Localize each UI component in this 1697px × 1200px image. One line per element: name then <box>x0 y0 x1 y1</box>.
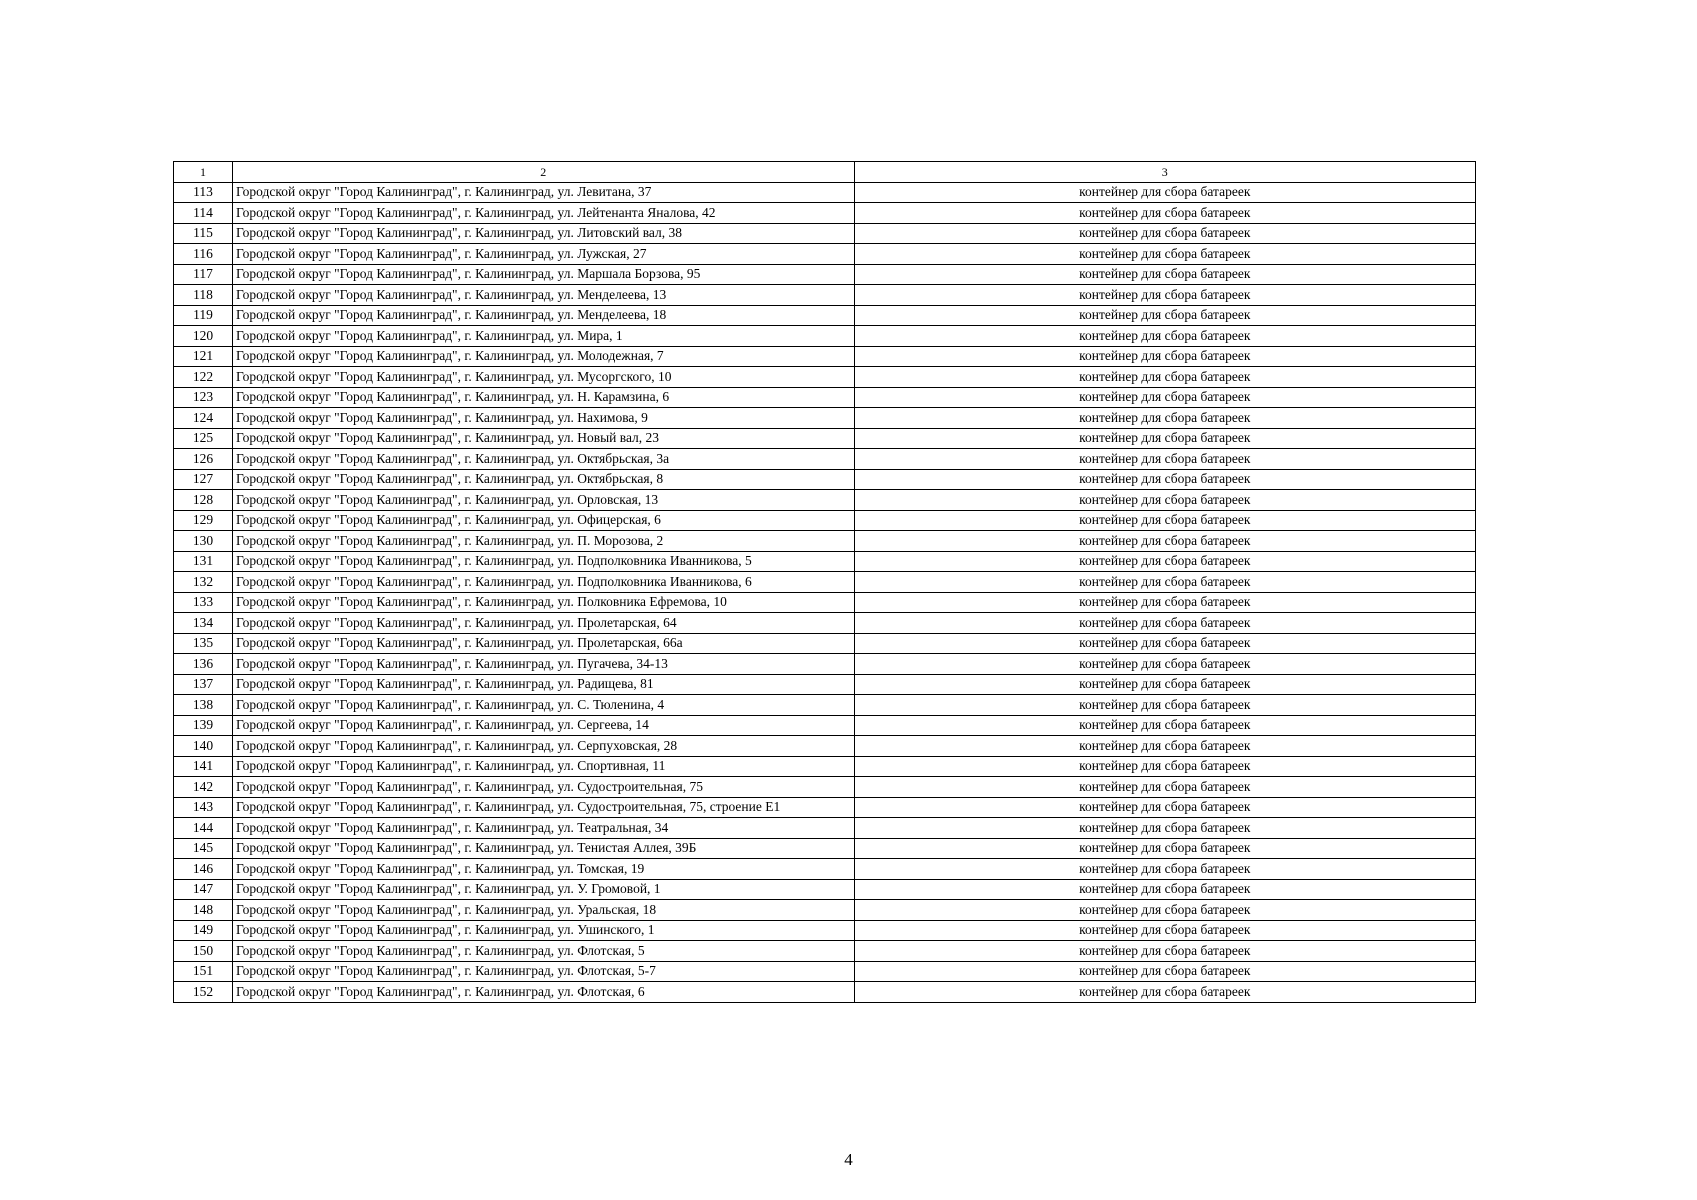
row-number-cell: 145 <box>174 838 233 859</box>
row-address-cell: Городской округ "Город Калининград", г. Калининград, ул. С. Тюленина, 4 <box>233 695 855 716</box>
row-number-cell: 135 <box>174 633 233 654</box>
table-row <box>174 715 1476 736</box>
row-address-cell: Городской округ "Город Калининград", г. Калининград, ул. Судостроительная, 75 <box>233 777 855 798</box>
row-address-cell: Городской округ "Город Калининград", г. Калининград, ул. Флотская, 5 <box>233 941 855 962</box>
row-object-cell: контейнер для сбора батареек <box>854 633 1476 654</box>
row-address-cell: Городской округ "Город Калининград", г. Калининград, ул. Мусоргского, 10 <box>233 367 855 388</box>
table-row <box>174 469 1476 490</box>
row-object-cell: контейнер для сбора батареек <box>854 203 1476 224</box>
row-object-cell: контейнер для сбора батареек <box>854 838 1476 859</box>
table-row <box>174 633 1476 654</box>
table-row <box>174 223 1476 244</box>
table-row <box>174 695 1476 716</box>
row-object-cell: контейнер для сбора батареек <box>854 572 1476 593</box>
row-address-cell: Городской округ "Город Калининград", г. Калининград, ул. Н. Карамзина, 6 <box>233 387 855 408</box>
row-number-cell: 140 <box>174 736 233 757</box>
row-address-cell: Городской округ "Город Калининград", г. Калининград, ул. Уральская, 18 <box>233 900 855 921</box>
row-object-cell: контейнер для сбора батареек <box>854 982 1476 1003</box>
row-address-cell: Городской округ "Город Калининград", г. Калининград, ул. Молодежная, 7 <box>233 346 855 367</box>
row-address-cell: Городской округ "Город Калининград", г. Калининград, ул. Менделеева, 13 <box>233 285 855 306</box>
row-object-cell: контейнер для сбора батареек <box>854 715 1476 736</box>
row-number-cell: 139 <box>174 715 233 736</box>
row-object-cell: контейнер для сбора батареек <box>854 879 1476 900</box>
row-object-cell: контейнер для сбора батареек <box>854 305 1476 326</box>
row-object-cell: контейнер для сбора батареек <box>854 859 1476 880</box>
row-number-cell: 148 <box>174 900 233 921</box>
row-address-cell: Городской округ "Город Калининград", г. Калининград, ул. Радищева, 81 <box>233 674 855 695</box>
table-row <box>174 613 1476 634</box>
row-number-cell: 134 <box>174 613 233 634</box>
table-row <box>174 264 1476 285</box>
row-object-cell: контейнер для сбора батареек <box>854 469 1476 490</box>
row-number-cell: 147 <box>174 879 233 900</box>
row-number-cell: 144 <box>174 818 233 839</box>
row-address-cell: Городской округ "Город Калининград", г. Калининград, ул. Литовский вал, 38 <box>233 223 855 244</box>
table-row <box>174 838 1476 859</box>
row-object-cell: контейнер для сбора батареек <box>854 182 1476 203</box>
table-row <box>174 285 1476 306</box>
row-object-cell: контейнер для сбора батареек <box>854 613 1476 634</box>
row-address-cell: Городской округ "Город Калининград", г. Калининград, ул. Октябрьская, 8 <box>233 469 855 490</box>
table-row <box>174 346 1476 367</box>
table-row <box>174 408 1476 429</box>
row-object-cell: контейнер для сбора батареек <box>854 674 1476 695</box>
row-number-cell: 136 <box>174 654 233 675</box>
table-row <box>174 777 1476 798</box>
row-object-cell: контейнер для сбора батареек <box>854 756 1476 777</box>
addresses-table <box>173 161 1476 1003</box>
row-number-cell: 150 <box>174 941 233 962</box>
table-row <box>174 592 1476 613</box>
table-header-row <box>174 162 1476 183</box>
row-number-cell: 118 <box>174 285 233 306</box>
row-number-cell: 113 <box>174 182 233 203</box>
row-object-cell: контейнер для сбора батареек <box>854 777 1476 798</box>
table-row <box>174 203 1476 224</box>
row-object-cell: контейнер для сбора батареек <box>854 551 1476 572</box>
row-number-cell: 121 <box>174 346 233 367</box>
row-address-cell: Городской округ "Город Калининград", г. Калининград, ул. Ушинского, 1 <box>233 920 855 941</box>
row-number-cell: 120 <box>174 326 233 347</box>
row-number-cell: 141 <box>174 756 233 777</box>
row-number-cell: 116 <box>174 244 233 265</box>
row-object-cell: контейнер для сбора батареек <box>854 941 1476 962</box>
row-address-cell: Городской округ "Город Калининград", г. Калининград, ул. Октябрьская, 3а <box>233 449 855 470</box>
table-body <box>174 162 1476 1003</box>
table-row <box>174 305 1476 326</box>
row-address-cell: Городской округ "Город Калининград", г. Калининград, ул. Орловская, 13 <box>233 490 855 511</box>
row-number-cell: 114 <box>174 203 233 224</box>
row-number-cell: 129 <box>174 510 233 531</box>
row-object-cell: контейнер для сбора батареек <box>854 387 1476 408</box>
row-object-cell: контейнер для сбора батареек <box>854 428 1476 449</box>
row-number-cell: 124 <box>174 408 233 429</box>
table-row <box>174 551 1476 572</box>
row-object-cell: контейнер для сбора батареек <box>854 797 1476 818</box>
row-object-cell: контейнер для сбора батареек <box>854 654 1476 675</box>
table-row <box>174 982 1476 1003</box>
row-number-cell: 131 <box>174 551 233 572</box>
row-address-cell: Городской округ "Город Калининград", г. Калининград, ул. Маршала Борзова, 95 <box>233 264 855 285</box>
row-object-cell: контейнер для сбора батареек <box>854 695 1476 716</box>
row-object-cell: контейнер для сбора батареек <box>854 346 1476 367</box>
row-number-cell: 125 <box>174 428 233 449</box>
row-address-cell: Городской округ "Город Калининград", г. Калининград, ул. Пролетарская, 66а <box>233 633 855 654</box>
table-row <box>174 367 1476 388</box>
row-address-cell: Городской округ "Город Калининград", г. Калининград, ул. Сергеева, 14 <box>233 715 855 736</box>
row-number-cell: 151 <box>174 961 233 982</box>
header-col-3: 3 <box>854 162 1476 183</box>
page-number: 4 <box>844 1150 853 1169</box>
row-address-cell: Городской округ "Город Калининград", г. Калининград, ул. Лужская, 27 <box>233 244 855 265</box>
row-address-cell: Городской округ "Город Калининград", г. Калининград, ул. У. Громовой, 1 <box>233 879 855 900</box>
table-row <box>174 736 1476 757</box>
table-row <box>174 326 1476 347</box>
row-address-cell: Городской округ "Город Калининград", г. Калининград, ул. Тенистая Аллея, 39Б <box>233 838 855 859</box>
row-address-cell: Городской округ "Город Калининград", г. Калининград, ул. Пугачева, 34-13 <box>233 654 855 675</box>
row-number-cell: 142 <box>174 777 233 798</box>
table-row <box>174 859 1476 880</box>
header-col-1: 1 <box>174 162 233 183</box>
row-address-cell: Городской округ "Город Калининград", г. Калининград, ул. Мира, 1 <box>233 326 855 347</box>
row-number-cell: 143 <box>174 797 233 818</box>
row-object-cell: контейнер для сбора батареек <box>854 531 1476 552</box>
row-object-cell: контейнер для сбора батареек <box>854 367 1476 388</box>
table-row <box>174 941 1476 962</box>
row-number-cell: 128 <box>174 490 233 511</box>
table-row <box>174 572 1476 593</box>
row-object-cell: контейнер для сбора батареек <box>854 961 1476 982</box>
table-row <box>174 879 1476 900</box>
table-row <box>174 449 1476 470</box>
row-address-cell: Городской округ "Город Калининград", г. Калининград, ул. Театральная, 34 <box>233 818 855 839</box>
row-number-cell: 130 <box>174 531 233 552</box>
table-row <box>174 797 1476 818</box>
row-object-cell: контейнер для сбора батареек <box>854 264 1476 285</box>
row-address-cell: Городской округ "Город Калининград", г. Калининград, ул. Подполковника Иванникова, 6 <box>233 572 855 593</box>
table-row <box>174 510 1476 531</box>
row-address-cell: Городской округ "Город Калининград", г. Калининград, ул. Менделеева, 18 <box>233 305 855 326</box>
header-col-2: 2 <box>233 162 855 183</box>
row-number-cell: 149 <box>174 920 233 941</box>
row-number-cell: 138 <box>174 695 233 716</box>
row-address-cell: Городской округ "Город Калининград", г. Калининград, ул. Новый вал, 23 <box>233 428 855 449</box>
row-address-cell: Городской округ "Город Калининград", г. Калининград, ул. П. Морозова, 2 <box>233 531 855 552</box>
table-row <box>174 654 1476 675</box>
row-object-cell: контейнер для сбора батареек <box>854 408 1476 429</box>
row-object-cell: контейнер для сбора батареек <box>854 900 1476 921</box>
row-number-cell: 146 <box>174 859 233 880</box>
table-row <box>174 490 1476 511</box>
table-row <box>174 900 1476 921</box>
row-number-cell: 126 <box>174 449 233 470</box>
row-number-cell: 122 <box>174 367 233 388</box>
table-row <box>174 387 1476 408</box>
table-row <box>174 818 1476 839</box>
row-number-cell: 137 <box>174 674 233 695</box>
row-address-cell: Городской округ "Город Калининград", г. Калининград, ул. Левитана, 37 <box>233 182 855 203</box>
row-object-cell: контейнер для сбора батареек <box>854 326 1476 347</box>
row-address-cell: Городской округ "Город Калининград", г. Калининград, ул. Нахимова, 9 <box>233 408 855 429</box>
row-address-cell: Городской округ "Город Калининград", г. Калининград, ул. Офицерская, 6 <box>233 510 855 531</box>
row-object-cell: контейнер для сбора батареек <box>854 223 1476 244</box>
row-number-cell: 127 <box>174 469 233 490</box>
row-number-cell: 119 <box>174 305 233 326</box>
row-number-cell: 132 <box>174 572 233 593</box>
row-object-cell: контейнер для сбора батареек <box>854 592 1476 613</box>
row-address-cell: Городской округ "Город Калининград", г. Калининград, ул. Подполковника Иванникова, 5 <box>233 551 855 572</box>
row-address-cell: Городской округ "Город Калининград", г. Калининград, ул. Судостроительная, 75, строение Е1 <box>233 797 855 818</box>
row-address-cell: Городской округ "Город Калининград", г. Калининград, ул. Флотская, 6 <box>233 982 855 1003</box>
row-object-cell: контейнер для сбора батареек <box>854 449 1476 470</box>
row-object-cell: контейнер для сбора батареек <box>854 490 1476 511</box>
table-row <box>174 428 1476 449</box>
table-row <box>174 920 1476 941</box>
row-number-cell: 133 <box>174 592 233 613</box>
row-object-cell: контейнер для сбора батареек <box>854 920 1476 941</box>
table-row <box>174 756 1476 777</box>
row-address-cell: Городской округ "Город Калининград", г. Калининград, ул. Спортивная, 11 <box>233 756 855 777</box>
row-object-cell: контейнер для сбора батареек <box>854 736 1476 757</box>
row-object-cell: контейнер для сбора батареек <box>854 285 1476 306</box>
table-row <box>174 244 1476 265</box>
row-address-cell: Городской округ "Город Калининград", г. Калининград, ул. Лейтенанта Яналова, 42 <box>233 203 855 224</box>
row-object-cell: контейнер для сбора батареек <box>854 818 1476 839</box>
row-object-cell: контейнер для сбора батареек <box>854 244 1476 265</box>
row-address-cell: Городской округ "Город Калининград", г. Калининград, ул. Томская, 19 <box>233 859 855 880</box>
row-number-cell: 115 <box>174 223 233 244</box>
row-object-cell: контейнер для сбора батареек <box>854 510 1476 531</box>
row-address-cell: Городской округ "Город Калининград", г. Калининград, ул. Полковника Ефремова, 10 <box>233 592 855 613</box>
row-address-cell: Городской округ "Город Калининград", г. Калининград, ул. Пролетарская, 64 <box>233 613 855 634</box>
row-number-cell: 117 <box>174 264 233 285</box>
row-number-cell: 123 <box>174 387 233 408</box>
table-row <box>174 674 1476 695</box>
table-row <box>174 531 1476 552</box>
table-row <box>174 961 1476 982</box>
row-address-cell: Городской округ "Город Калининград", г. Калининград, ул. Флотская, 5-7 <box>233 961 855 982</box>
table-row <box>174 182 1476 203</box>
row-number-cell: 152 <box>174 982 233 1003</box>
row-address-cell: Городской округ "Город Калининград", г. Калининград, ул. Серпуховская, 28 <box>233 736 855 757</box>
